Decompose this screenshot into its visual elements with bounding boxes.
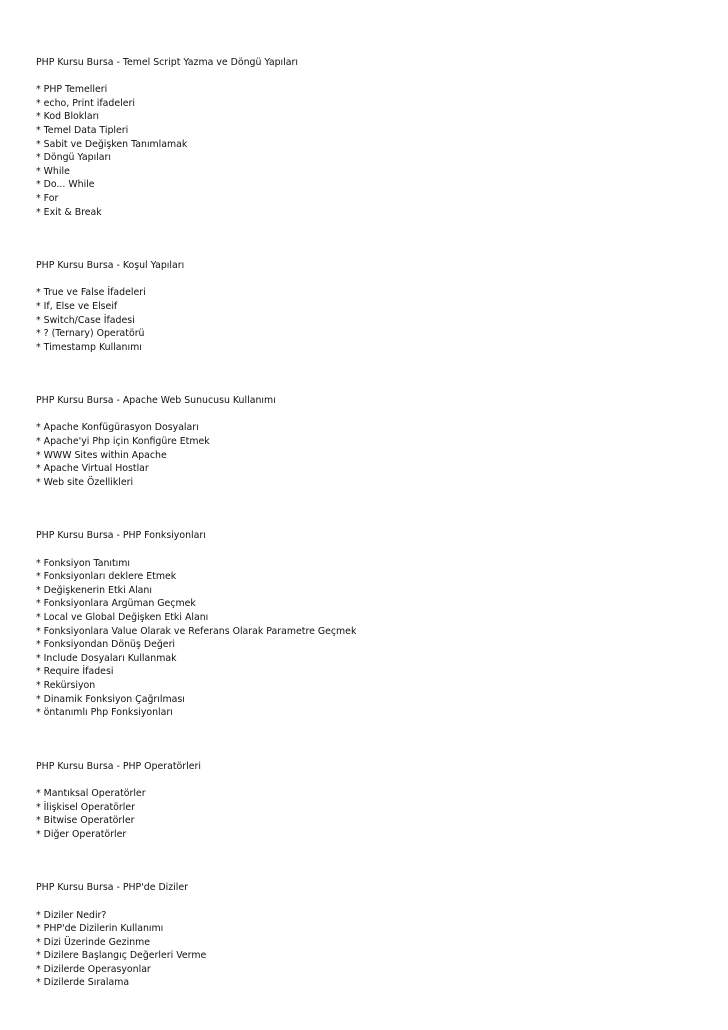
list-item: * Rekürsiyon [36, 679, 96, 691]
list-item: * Fonksiyondan Dönüş Değeri [36, 639, 176, 651]
section-apache [36, 394, 696, 489]
list-item: * Timestamp Kullanımı [36, 341, 142, 353]
list-item: * Apache'yi Php için Konfigüre Etmek [36, 436, 210, 448]
list-item: * Include Dosyaları Kullanmak [36, 652, 177, 664]
list-item: * Dizilerde Operasyonlar [36, 963, 151, 975]
list-item: * Require İfadesi [36, 666, 114, 678]
list-item: * Temel Data Tipleri [36, 124, 129, 136]
topic-list [36, 787, 696, 841]
list-item: * Kod Blokları [36, 111, 100, 123]
list-item: * Web site Özellikleri [36, 476, 134, 488]
section-title: PHP Kursu Bursa - PHP Fonksiyonları [36, 530, 206, 542]
section-operatorler [36, 760, 696, 842]
list-item: * Exit & Break [36, 206, 102, 218]
list-item: * echo, Print ifadeleri [36, 97, 135, 109]
list-item: * WWW Sites within Apache [36, 449, 167, 461]
list-item: * Dizilere Başlangıç Değerleri Verme [36, 950, 207, 962]
list-item: * Dizilerde Sıralama [36, 977, 130, 989]
section-title: PHP Kursu Bursa - PHP Operatörleri [36, 760, 201, 772]
topic-list [36, 909, 696, 991]
list-item: * Fonksiyonlara Value Olarak ve Referans Olarak Parametre Geçmek [36, 625, 357, 637]
list-item: * Local ve Global Değişken Etki Alanı [36, 612, 209, 623]
list-item: * ? (Ternary) Operatörü [36, 328, 145, 340]
list-item: * Döngü Yapıları [36, 152, 111, 164]
list-item: * Bitwise Operatörler [36, 815, 135, 827]
list-item: * For [36, 192, 59, 204]
list-item: * While [36, 165, 70, 177]
list-item: * Apache Virtual Hostlar [36, 463, 149, 475]
list-item: * Değişkenerin Etki Alanı [36, 584, 152, 596]
list-item: * Sabit ve Değişken Tanımlamak [36, 138, 188, 150]
list-item: * Dinamik Fonksiyon Çağrılması [36, 693, 185, 705]
topic-list [36, 83, 696, 219]
list-item: * Fonksiyonları deklere Etmek [36, 571, 177, 583]
list-item: * İlişkisel Operatörler [36, 801, 135, 813]
list-item: * Do... While [36, 179, 95, 191]
section-title: PHP Kursu Bursa - PHP'de Diziler [36, 882, 189, 894]
list-item: * PHP'de Dizilerin Kullanımı [36, 923, 164, 935]
topic-list [36, 421, 696, 489]
list-item: * öntanımlı Php Fonksiyonları [36, 707, 173, 719]
list-item: * Apache Konfügürasyon Dosyaları [36, 422, 199, 434]
document-page [36, 56, 696, 990]
section-fonksiyonlar [36, 529, 696, 719]
list-item: * True ve False İfadeleri [36, 287, 146, 299]
list-item: * Diziler Nedir? [36, 909, 107, 921]
list-item: * Mantıksal Operatörler [36, 787, 146, 799]
section-kosul-yapilari [36, 259, 696, 354]
list-item: * Fonksiyonlara Argüman Geçmek [36, 598, 196, 610]
list-item: * Dizi Üzerinde Gezinme [36, 936, 151, 948]
list-item: * PHP Temelleri [36, 84, 108, 96]
section-temel-script [36, 56, 696, 219]
list-item: * If, Else ve Elseif [36, 300, 118, 312]
list-item: * Switch/Case İfadesi [36, 314, 135, 326]
topic-list [36, 557, 696, 720]
list-item: * Fonksiyon Tanıtımı [36, 557, 131, 569]
section-diziler [36, 881, 696, 990]
section-title: PHP Kursu Bursa - Koşul Yapıları [36, 260, 185, 272]
section-title: PHP Kursu Bursa - Apache Web Sunucusu Kullanımı [36, 395, 276, 407]
topic-list [36, 286, 696, 354]
section-title: PHP Kursu Bursa - Temel Script Yazma ve Döngü Yapıları [36, 57, 298, 68]
list-item: * Diğer Operatörler [36, 828, 127, 840]
